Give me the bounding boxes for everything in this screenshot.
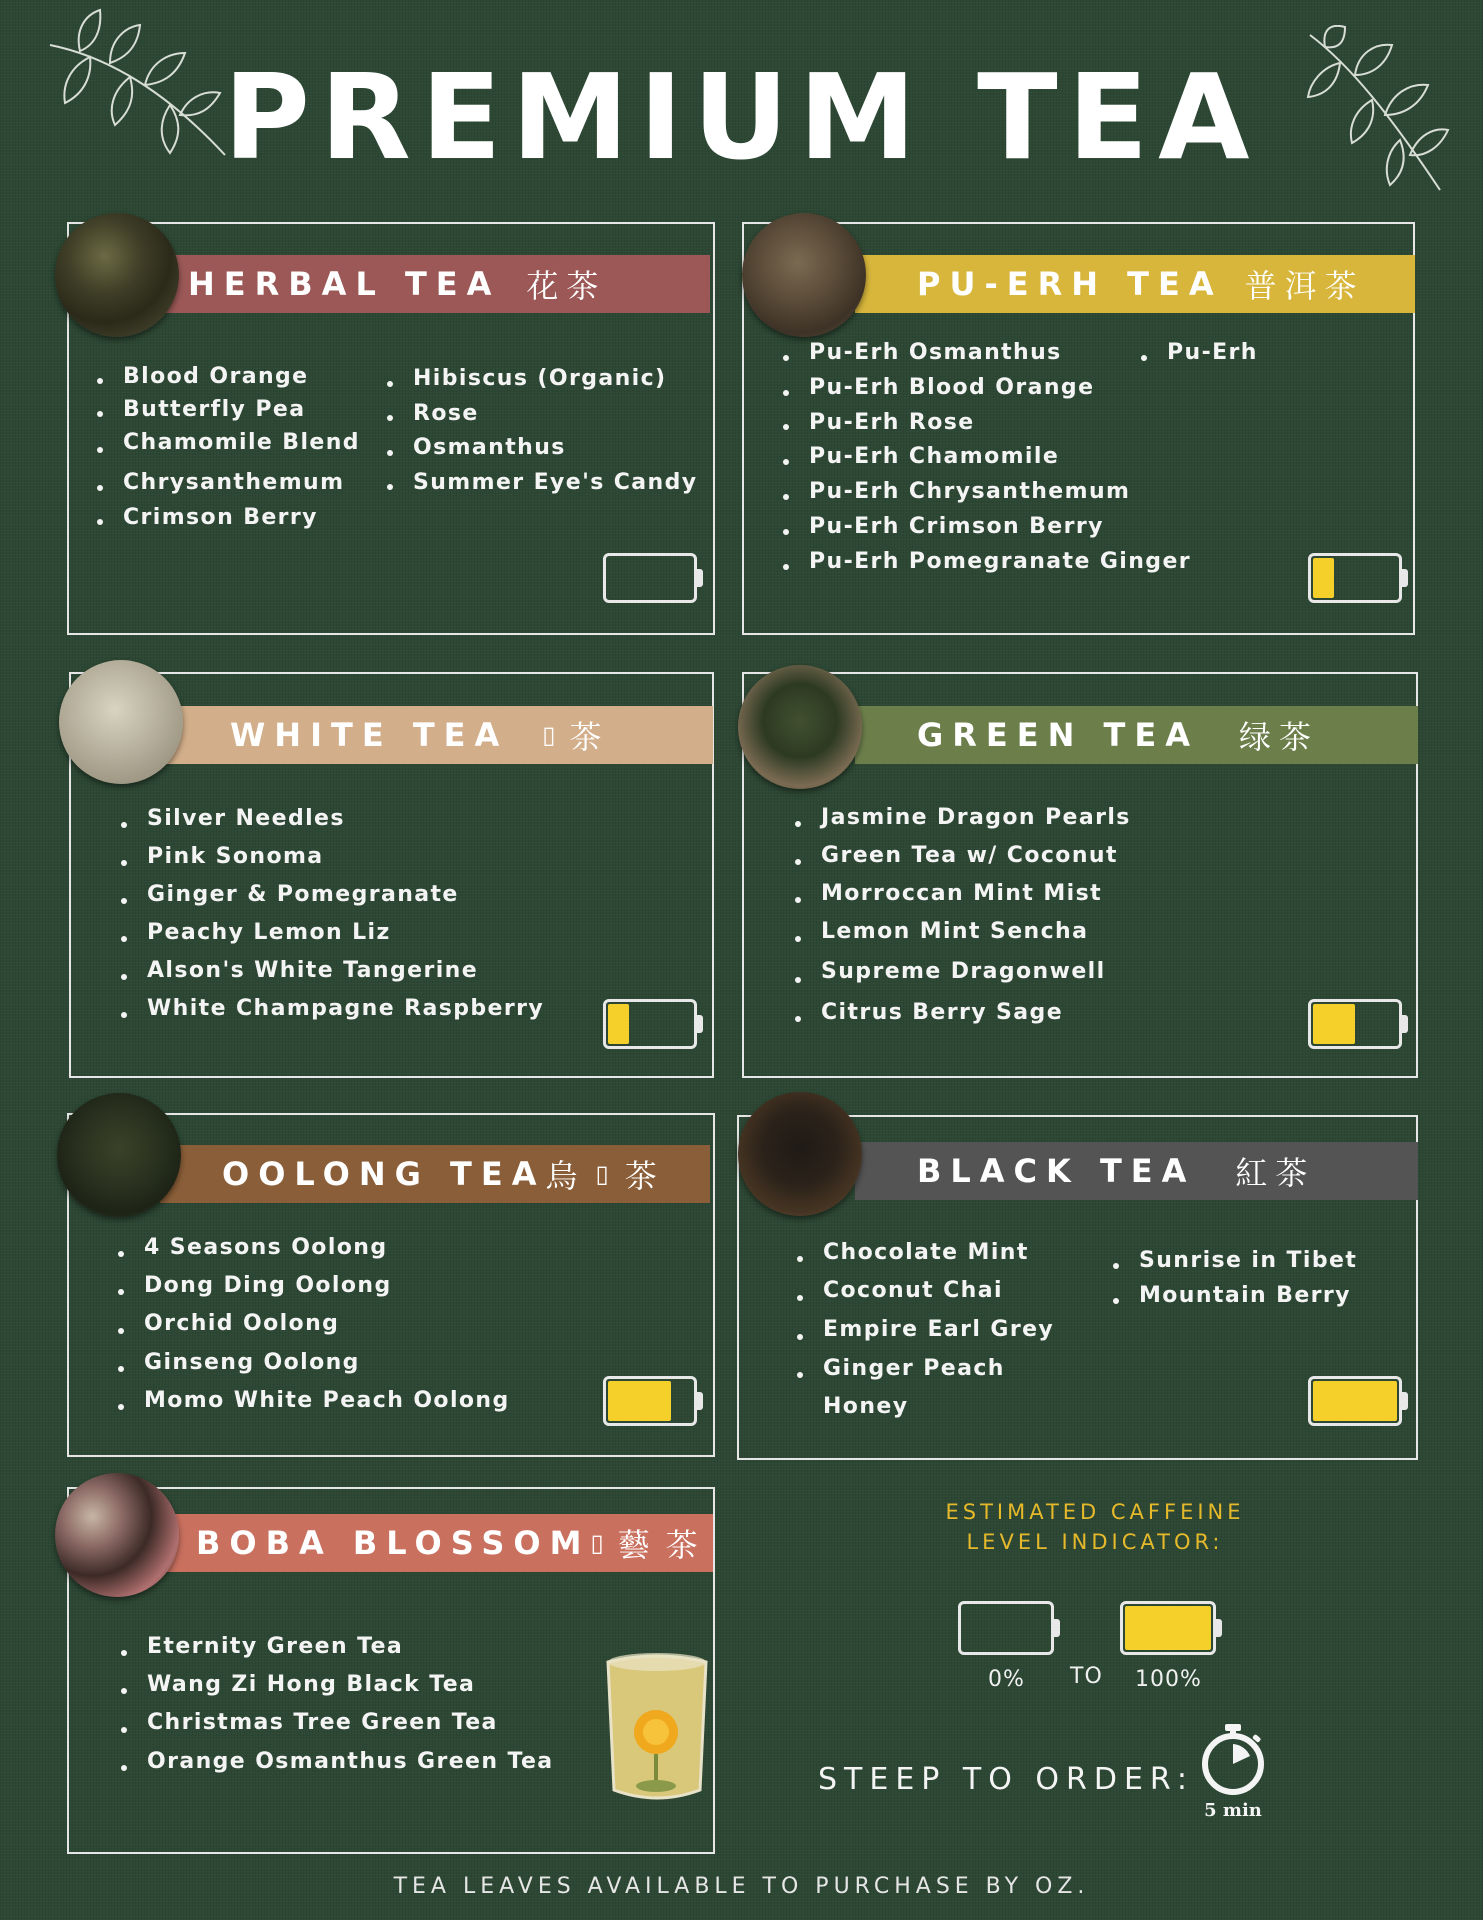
green-caffeine-battery bbox=[1308, 999, 1402, 1049]
steep-to-order-label: STEEP TO ORDER: bbox=[818, 1762, 1194, 1797]
list-item: 4 Seasons Oolong bbox=[116, 1235, 510, 1273]
list-item: Pu-Erh Chamomile bbox=[781, 444, 1191, 479]
list-item: Coconut Chai bbox=[795, 1278, 1054, 1317]
oolong-rolled-leaves-photo bbox=[57, 1093, 181, 1217]
list-item: Osmanthus bbox=[385, 435, 698, 470]
herbal-tea-chinese: 花茶 bbox=[526, 267, 607, 305]
list-item: Summer Eye's Candy bbox=[385, 470, 698, 504]
list-item: Christmas Tree Green Tea bbox=[119, 1710, 554, 1749]
puerh-caffeine-battery bbox=[1308, 553, 1402, 603]
legend-to-label: TO bbox=[1070, 1664, 1103, 1689]
puerh-tea-banner bbox=[855, 255, 1415, 313]
white-tea-list bbox=[119, 806, 544, 1034]
boba-blossom-chinese-2: 藝 bbox=[617, 1526, 650, 1564]
list-item: Ginseng Oolong bbox=[116, 1350, 510, 1388]
puerh-tea-chinese: 普洱茶 bbox=[1244, 267, 1365, 305]
herbal-tea-banner bbox=[160, 255, 710, 313]
list-item: Blood Orange bbox=[95, 364, 360, 397]
white-caffeine-battery bbox=[603, 999, 697, 1049]
boba-blossom-chinese-1: ▯ bbox=[590, 1529, 604, 1557]
list-item: Pu-Erh bbox=[1139, 340, 1258, 375]
stopwatch-icon bbox=[1198, 1722, 1268, 1812]
black-tea-leaves-photo bbox=[738, 1092, 862, 1216]
black-tea-list-1 bbox=[795, 1240, 1054, 1432]
list-item: Pu-Erh Crimson Berry bbox=[781, 514, 1191, 549]
list-item: Supreme Dragonwell bbox=[793, 959, 1131, 1000]
black-caffeine-battery bbox=[1308, 1376, 1402, 1426]
oolong-caffeine-battery bbox=[603, 1376, 697, 1426]
list-item: Crimson Berry bbox=[95, 505, 360, 538]
black-tea-chinese: 紅茶 bbox=[1235, 1154, 1316, 1192]
list-item: Pu-Erh Osmanthus bbox=[781, 340, 1191, 375]
list-item-continuation: Honey bbox=[823, 1394, 909, 1419]
herbal-tea-title: HERBAL TEA bbox=[188, 265, 501, 303]
green-tea-banner bbox=[855, 706, 1418, 764]
herbal-tea-list-1 bbox=[95, 364, 360, 538]
page-title: PREMIUM TEA bbox=[223, 48, 1260, 186]
list-item: Momo White Peach Oolong bbox=[116, 1388, 510, 1426]
list-item: Ginger Peach bbox=[795, 1356, 1054, 1394]
list-item: Pink Sonoma bbox=[119, 844, 544, 882]
legend-high-label: 100% bbox=[1135, 1667, 1202, 1692]
steep-time-label: 5 min bbox=[1204, 1800, 1262, 1821]
list-item: Chamomile Blend bbox=[95, 430, 360, 470]
oolong-tea-banner bbox=[160, 1145, 710, 1203]
list-item: Orange Osmanthus Green Tea bbox=[119, 1749, 554, 1787]
list-item: Chocolate Mint bbox=[795, 1240, 1054, 1278]
list-item: Sunrise in Tibet bbox=[1111, 1248, 1357, 1283]
black-tea-banner bbox=[855, 1142, 1418, 1200]
blooming-tea-glass-photo bbox=[598, 1650, 716, 1804]
boba-blossom-title: BOBA BLOSSOM bbox=[196, 1524, 591, 1562]
list-item: Jasmine Dragon Pearls bbox=[793, 805, 1131, 843]
puerh-cake-photo bbox=[742, 213, 866, 337]
oolong-tea-list bbox=[116, 1235, 510, 1426]
list-item: Green Tea w/ Coconut bbox=[793, 843, 1131, 881]
list-item: Hibiscus (Organic) bbox=[385, 366, 698, 401]
puerh-tea-title: PU-ERH TEA bbox=[917, 265, 1223, 303]
list-item: Alson's White Tangerine bbox=[119, 958, 544, 996]
white-tea-chinese-1: ▯ bbox=[542, 721, 556, 749]
green-tea-list bbox=[793, 805, 1131, 1038]
oolong-tea-chinese-2: ▯ bbox=[595, 1160, 609, 1188]
list-item: Eternity Green Tea bbox=[119, 1634, 554, 1672]
herbal-leaves-photo bbox=[55, 213, 179, 337]
herbal-tea-list-2 bbox=[385, 366, 698, 504]
legend-low-label: 0% bbox=[988, 1667, 1025, 1692]
boba-blossom-banner bbox=[160, 1514, 713, 1572]
list-item: Peachy Lemon Liz bbox=[119, 920, 544, 958]
oolong-tea-title: OOLONG TEA bbox=[222, 1155, 546, 1193]
legend-battery-full bbox=[1120, 1601, 1216, 1655]
oolong-tea-chinese-3: 茶 bbox=[624, 1157, 657, 1195]
list-item: Empire Earl Grey bbox=[795, 1317, 1054, 1356]
white-tea-needles-photo bbox=[59, 660, 183, 784]
list-item: Dong Ding Oolong bbox=[116, 1273, 510, 1311]
legend-battery-empty bbox=[958, 1601, 1054, 1655]
list-item: Citrus Berry Sage bbox=[793, 1000, 1131, 1038]
blooming-tea-balls-photo bbox=[55, 1473, 179, 1597]
list-item: White Champagne Raspberry bbox=[119, 996, 544, 1034]
list-item: Pu-Erh Rose bbox=[781, 410, 1191, 444]
list-item: Mountain Berry bbox=[1111, 1283, 1357, 1318]
puerh-tea-list-2 bbox=[1139, 340, 1258, 375]
caffeine-indicator-title: ESTIMATED CAFFEINE LEVEL INDICATOR: bbox=[945, 1500, 1245, 1554]
footer-note: TEA LEAVES AVAILABLE TO PURCHASE BY OZ. bbox=[393, 1874, 1090, 1899]
list-item: Lemon Mint Sencha bbox=[793, 919, 1131, 959]
green-tea-chinese: 绿茶 bbox=[1239, 718, 1320, 756]
list-item: Pu-Erh Blood Orange bbox=[781, 375, 1191, 410]
black-tea-list-2 bbox=[1111, 1248, 1357, 1318]
green-tea-leaves-photo bbox=[738, 665, 862, 789]
white-tea-title: WHITE TEA bbox=[230, 716, 509, 754]
oolong-tea-chinese-1: 烏 bbox=[545, 1157, 578, 1195]
list-item: Orchid Oolong bbox=[116, 1311, 510, 1350]
list-item: Butterfly Pea bbox=[95, 397, 360, 430]
black-tea-title: BLACK TEA bbox=[917, 1152, 1196, 1190]
boba-blossom-list bbox=[119, 1634, 554, 1787]
list-item: Silver Needles bbox=[119, 806, 544, 844]
puerh-tea-list-1 bbox=[781, 340, 1191, 584]
white-tea-chinese-2: 茶 bbox=[569, 718, 602, 756]
green-tea-title: GREEN TEA bbox=[917, 716, 1199, 754]
list-item: Rose bbox=[385, 401, 698, 435]
list-item: Chrysanthemum bbox=[95, 470, 360, 505]
list-item: Pu-Erh Chrysanthemum bbox=[781, 479, 1191, 514]
boba-blossom-chinese-3: 茶 bbox=[665, 1526, 698, 1564]
list-item: Ginger & Pomegranate bbox=[119, 882, 544, 920]
herbal-caffeine-battery bbox=[603, 553, 697, 603]
white-tea-banner bbox=[160, 706, 713, 764]
list-item: Pu-Erh Pomegranate Ginger bbox=[781, 549, 1191, 584]
list-item: Wang Zi Hong Black Tea bbox=[119, 1672, 554, 1710]
list-item: Morroccan Mint Mist bbox=[793, 881, 1131, 919]
